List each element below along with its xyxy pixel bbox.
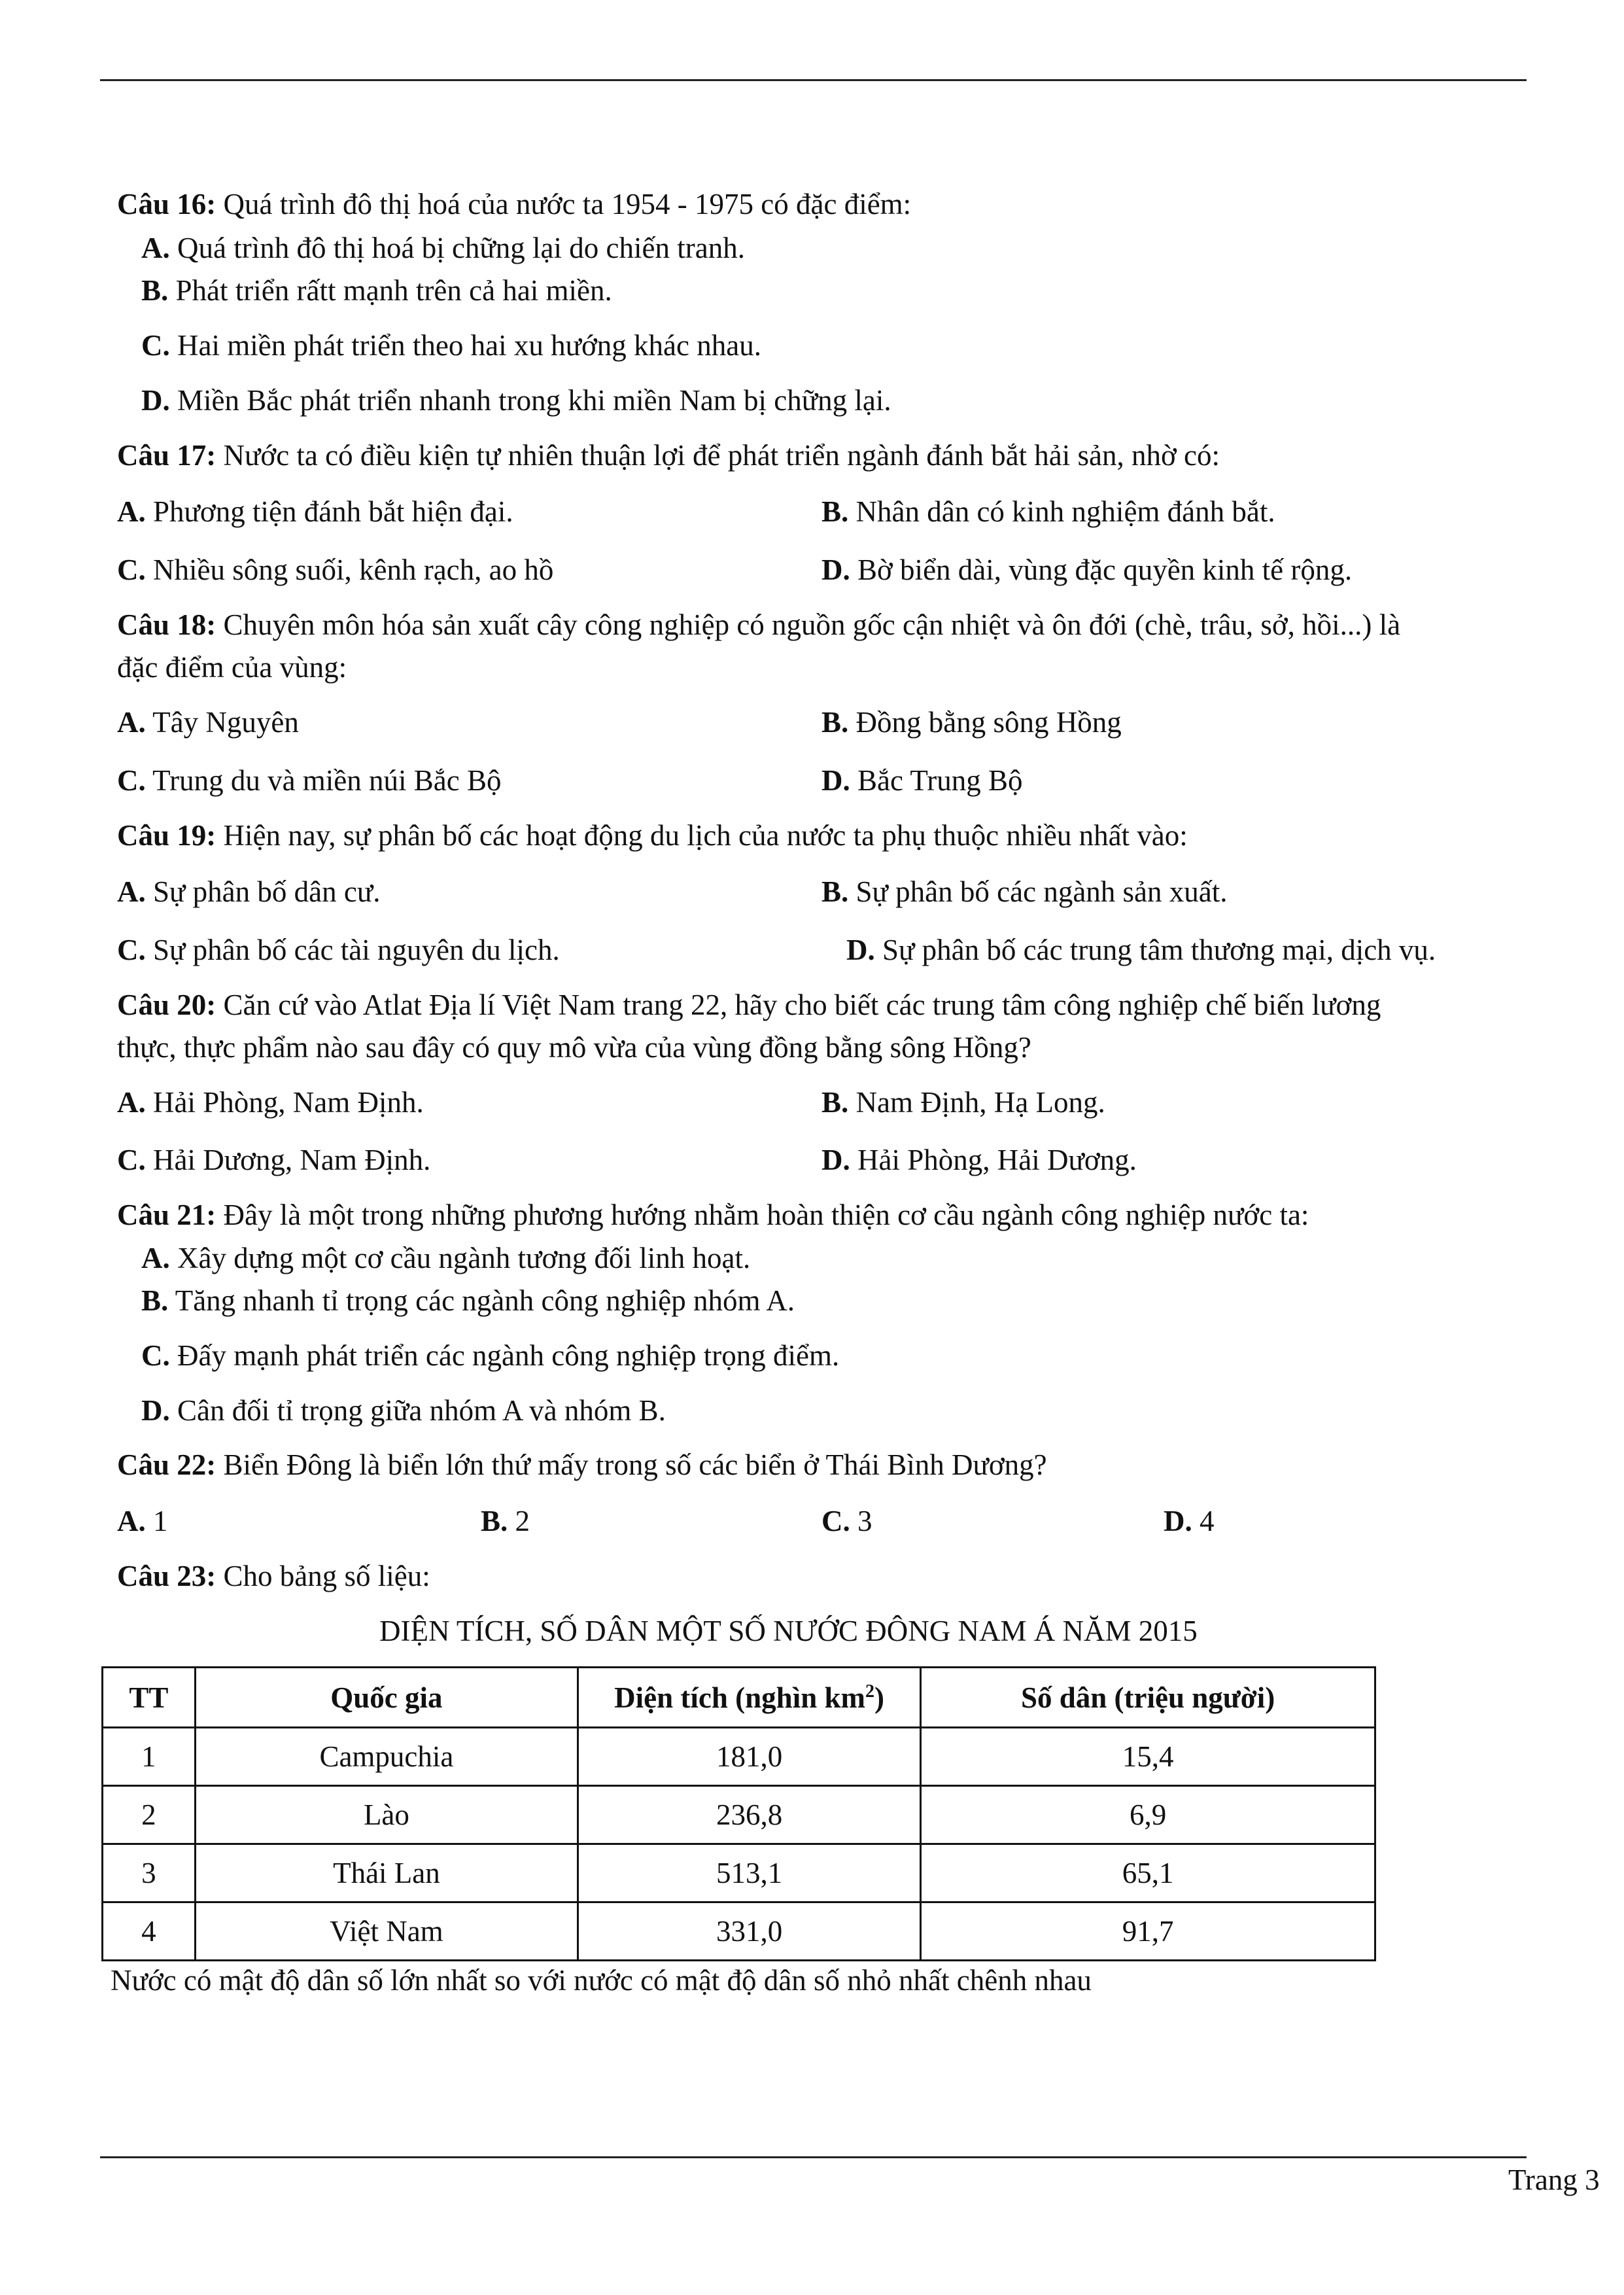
- q18-option-c: C. Trung du và miền núi Bắc Bộ: [117, 764, 502, 797]
- q22-option-c: C. 3: [821, 1505, 872, 1537]
- question-20-line2: thực, thực phẩm nào sau đây có quy mô vừa của vùng đồng bằng sông Hồng?: [117, 1031, 1031, 1064]
- q20-option-a: A. Hải Phòng, Nam Định.: [117, 1086, 424, 1119]
- footer-rule: [100, 2156, 1527, 2158]
- q18-option-a: A. Tây Nguyên: [117, 706, 299, 739]
- question-23: Câu 23: Cho bảng số liệu:: [117, 1560, 430, 1592]
- page-number: Trang 3: [1508, 2164, 1600, 2196]
- question-19: Câu 19: Hiện nay, sự phân bố các hoạt động du lịch của nước ta phụ thuộc nhiều nhất vào:: [117, 819, 1188, 852]
- q16-option-c: C. Hai miền phát triển theo hai xu hướng khác nhau.: [141, 329, 761, 362]
- question-18: Câu 18: Chuyên môn hóa sản xuất cây công nghiệp có nguồn gốc cận nhiệt và ôn đới (chè, trâu, sở, hồi...) là: [117, 608, 1401, 641]
- q18-option-b: B. Đồng bằng sông Hồng: [821, 706, 1122, 739]
- question-17: Câu 17: Nước ta có điều kiện tự nhiên thuận lợi để phát triển ngành đánh bắt hải sản, nhờ có:: [117, 439, 1220, 472]
- header-tt: TT: [103, 1668, 196, 1728]
- q19-option-b: B. Sự phân bố các ngành sản xuất.: [821, 875, 1228, 908]
- q21-option-a: A. Xây dựng một cơ cầu ngành tương đối linh hoạt.: [141, 1242, 751, 1274]
- q21-option-b: B. Tăng nhanh tỉ trọng các ngành công nghiệp nhóm A.: [141, 1284, 795, 1317]
- question-21: Câu 21: Đây là một trong những phương hướng nhằm hoàn thiện cơ cầu ngành công nghiệp nước ta:: [117, 1199, 1309, 1231]
- q22-option-a: A. 1: [117, 1505, 168, 1537]
- q16-option-a: A. Quá trình đô thị hoá bị chững lại do chiến tranh.: [141, 232, 745, 264]
- header-country: Quốc gia: [195, 1668, 578, 1728]
- q17-option-b: B. Nhân dân có kinh nghiệm đánh bắt.: [821, 495, 1275, 528]
- q20-option-d: D. Hải Phòng, Hải Dương.: [821, 1144, 1137, 1176]
- question-18-line2: đặc điểm của vùng:: [117, 651, 347, 684]
- table-row: 1 Campuchia 181,0 15,4: [103, 1728, 1375, 1786]
- q17-option-d: D. Bờ biển dài, vùng đặc quyền kinh tế rộng.: [821, 553, 1353, 586]
- question-20: Câu 20: Căn cứ vào Atlat Địa lí Việt Nam trang 22, hãy cho biết các trung tâm công nghiệp chế biến lương: [117, 989, 1381, 1021]
- q21-option-c: C. Đấy mạnh phát triển các ngành công nghiệp trọng điểm.: [141, 1339, 840, 1372]
- data-table: [101, 1666, 1376, 1961]
- table-header-row: [103, 1668, 1375, 1728]
- q17-option-c: C. Nhiều sông suối, kênh rạch, ao hồ: [117, 553, 554, 586]
- question-16: Câu 16: Quá trình đô thị hoá của nước ta 1954 - 1975 có đặc điểm:: [117, 188, 912, 220]
- q19-option-d: D. Sự phân bố các trung tâm thương mại, dịch vụ.: [846, 934, 1436, 966]
- q22-option-b: B. 2: [481, 1505, 530, 1537]
- q16-option-b: B. Phát triển rấtt mạnh trên cả hai miền.: [141, 274, 612, 307]
- table-title: DIỆN TÍCH, SỐ DÂN MỘT SỐ NƯỚC ĐÔNG NAM Á NĂM 2015: [379, 1615, 1198, 1647]
- q17-option-a: A. Phương tiện đánh bắt hiện đại.: [117, 495, 513, 528]
- table-row: 3 Thái Lan 513,1 65,1: [103, 1844, 1375, 1902]
- question-22: Câu 22: Biển Đông là biển lớn thứ mấy trong số các biển ở Thái Bình Dương?: [117, 1448, 1047, 1481]
- q20-option-b: B. Nam Định, Hạ Long.: [821, 1086, 1105, 1119]
- q19-option-a: A. Sự phân bố dân cư.: [117, 875, 381, 908]
- q19-option-c: C. Sự phân bố các tài nguyên du lịch.: [117, 934, 560, 966]
- table-row: 4 Việt Nam 331,0 91,7: [103, 1902, 1375, 1961]
- q22-option-d: D. 4: [1164, 1505, 1215, 1537]
- q16-option-d: D. Miền Bắc phát triển nhanh trong khi miền Nam bị chững lại.: [141, 384, 891, 417]
- q20-option-c: C. Hải Dương, Nam Định.: [117, 1144, 431, 1176]
- question-23-followup: Nước có mật độ dân số lớn nhất so với nước có mật độ dân số nhỏ nhất chênh nhau: [111, 1964, 1092, 1997]
- q21-option-d: D. Cân đối tỉ trọng giữa nhóm A và nhóm B.: [141, 1394, 666, 1427]
- header-area: Diện tích (nghìn $km^2$): [578, 1668, 921, 1728]
- header-rule: [100, 79, 1527, 81]
- header-population: Số dân (triệu người): [921, 1668, 1375, 1728]
- q18-option-d: D. Bắc Trung Bộ: [821, 764, 1023, 797]
- table-row: 2 Lào 236,8 6,9: [103, 1786, 1375, 1844]
